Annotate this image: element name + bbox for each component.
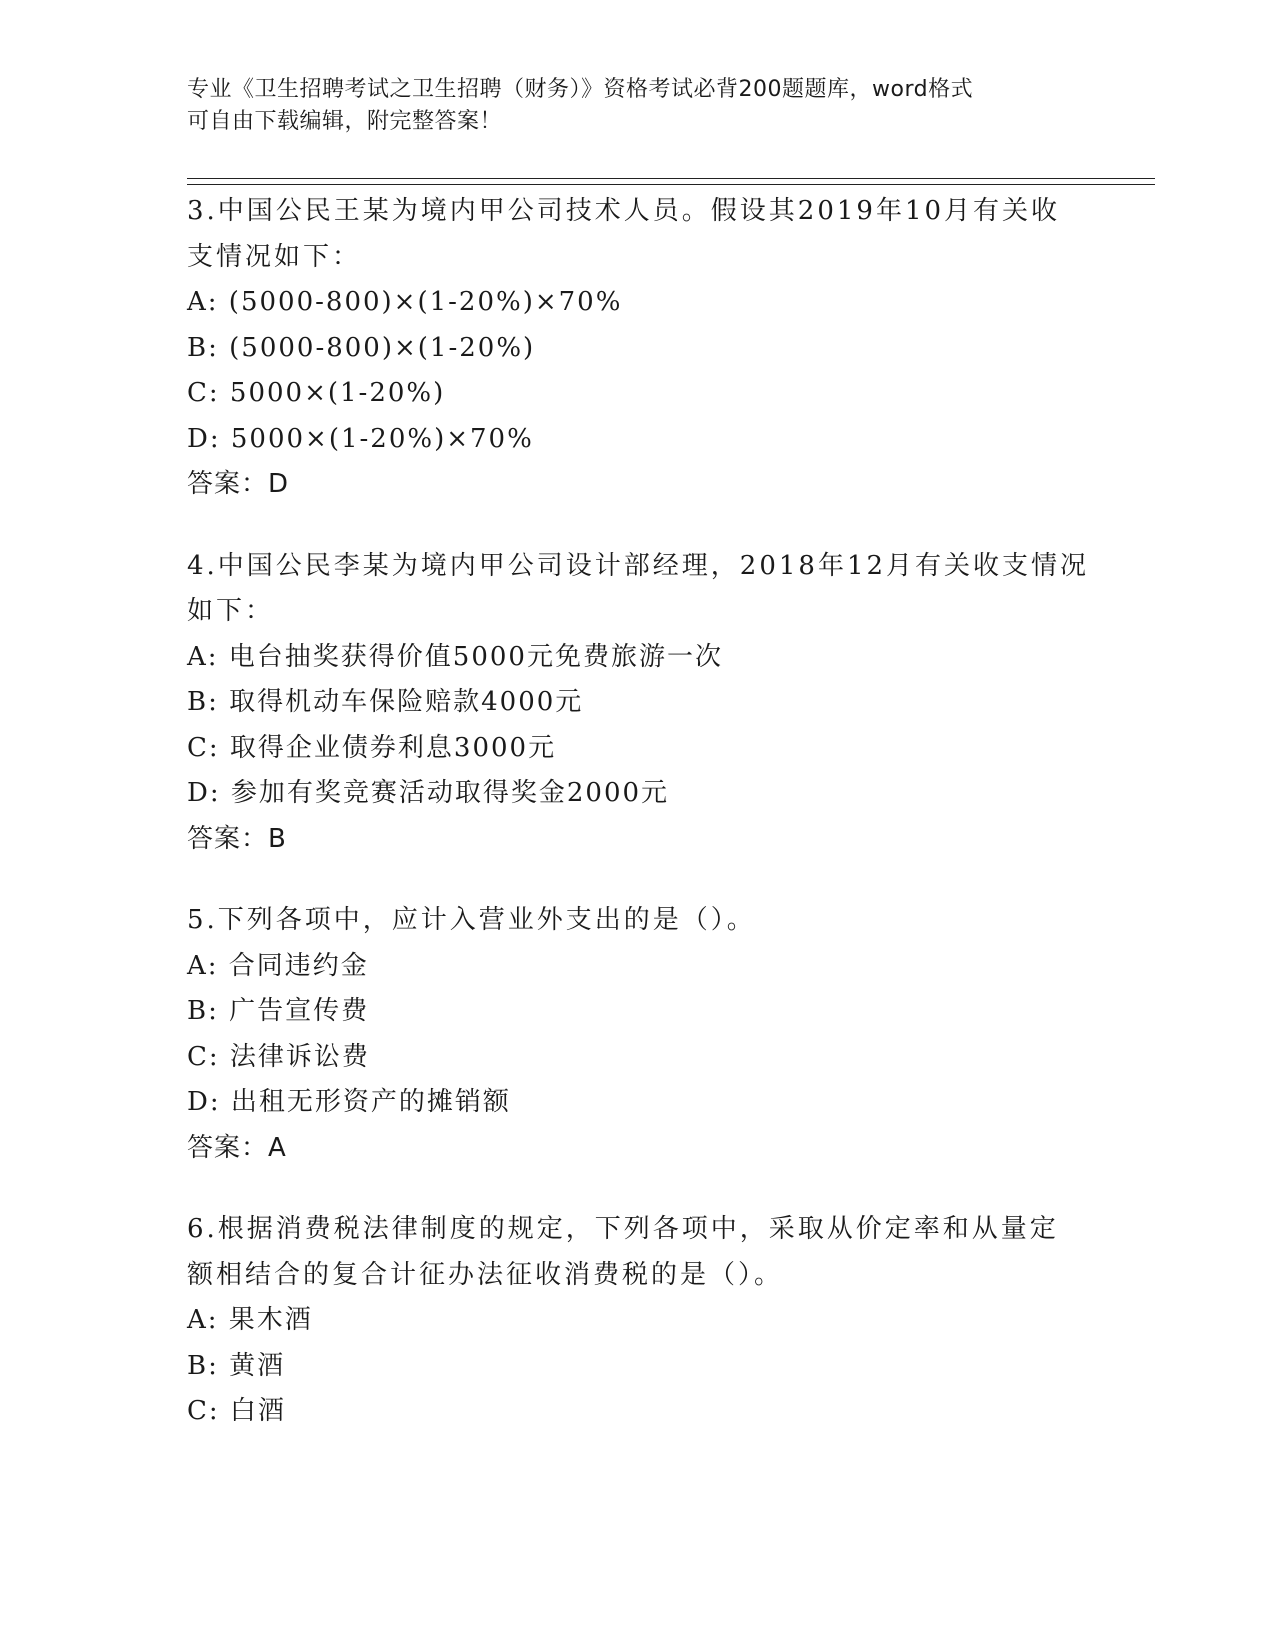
header-divider (187, 184, 1155, 185)
option-a: A: 合同违约金 (187, 950, 369, 981)
answer: 答案：B (187, 823, 287, 854)
option-a: A: 电台抽奖获得价值5000元免费旅游一次 (187, 641, 723, 672)
option-c: C: 法律诉讼费 (187, 1041, 370, 1072)
question-text: 额相结合的复合计征办法征收消费税的是（）。 (187, 1259, 784, 1290)
question-3 (187, 189, 1155, 508)
option-c: C: 白酒 (187, 1396, 286, 1426)
option-d: D: 参加有奖竞赛活动取得奖金2000元 (187, 778, 670, 808)
option-b: B: 黄酒 (187, 1350, 286, 1381)
option-d: D: 5000×(1-20%)×70% (187, 423, 534, 454)
answer: 答案：D (187, 469, 290, 499)
option-d: D: 出租无形资产的摊销额 (187, 1087, 511, 1117)
option-c: C: 取得企业债券利息3000元 (187, 732, 557, 763)
question-text: 3.中国公民王某为境内甲公司技术人员。假设其2019年10月有关收 (187, 196, 1061, 226)
document-header (187, 74, 1087, 138)
header-line: 可自由下载编辑，附完整答案！ (187, 109, 503, 134)
option-b: B: 广告宣传费 (187, 996, 370, 1026)
option-b: B: (5000-800)×(1-20%) (187, 332, 536, 363)
option-b: B: 取得机动车保险赔款4000元 (187, 687, 584, 717)
question-list (187, 189, 1155, 1471)
question-text: 如下： (187, 596, 275, 626)
question-text: 4.中国公民李某为境内甲公司设计部经理，2018年12月有关收支情况 (187, 550, 1090, 581)
question-text: 6.根据消费税法律制度的规定，下列各项中，采取从价定率和从量定 (187, 1214, 1059, 1244)
question-text: 5.下列各项中，应计入营业外支出的是（）。 (187, 905, 756, 935)
question-4 (187, 544, 1155, 863)
header-line: 专业《卫生招聘考试之卫生招聘（财务）》资格考试必背200题题库，word格式 (187, 77, 974, 102)
header-divider (187, 178, 1155, 179)
answer: 答案：A (187, 1132, 287, 1163)
question-text: 支情况如下： (187, 241, 362, 272)
option-a: A: (5000-800)×(1-20%)×70% (187, 287, 623, 317)
option-a: A: 果木酒 (187, 1305, 313, 1335)
option-c: C: 5000×(1-20%) (187, 378, 446, 408)
question-6 (187, 1207, 1155, 1435)
question-5 (187, 898, 1155, 1171)
